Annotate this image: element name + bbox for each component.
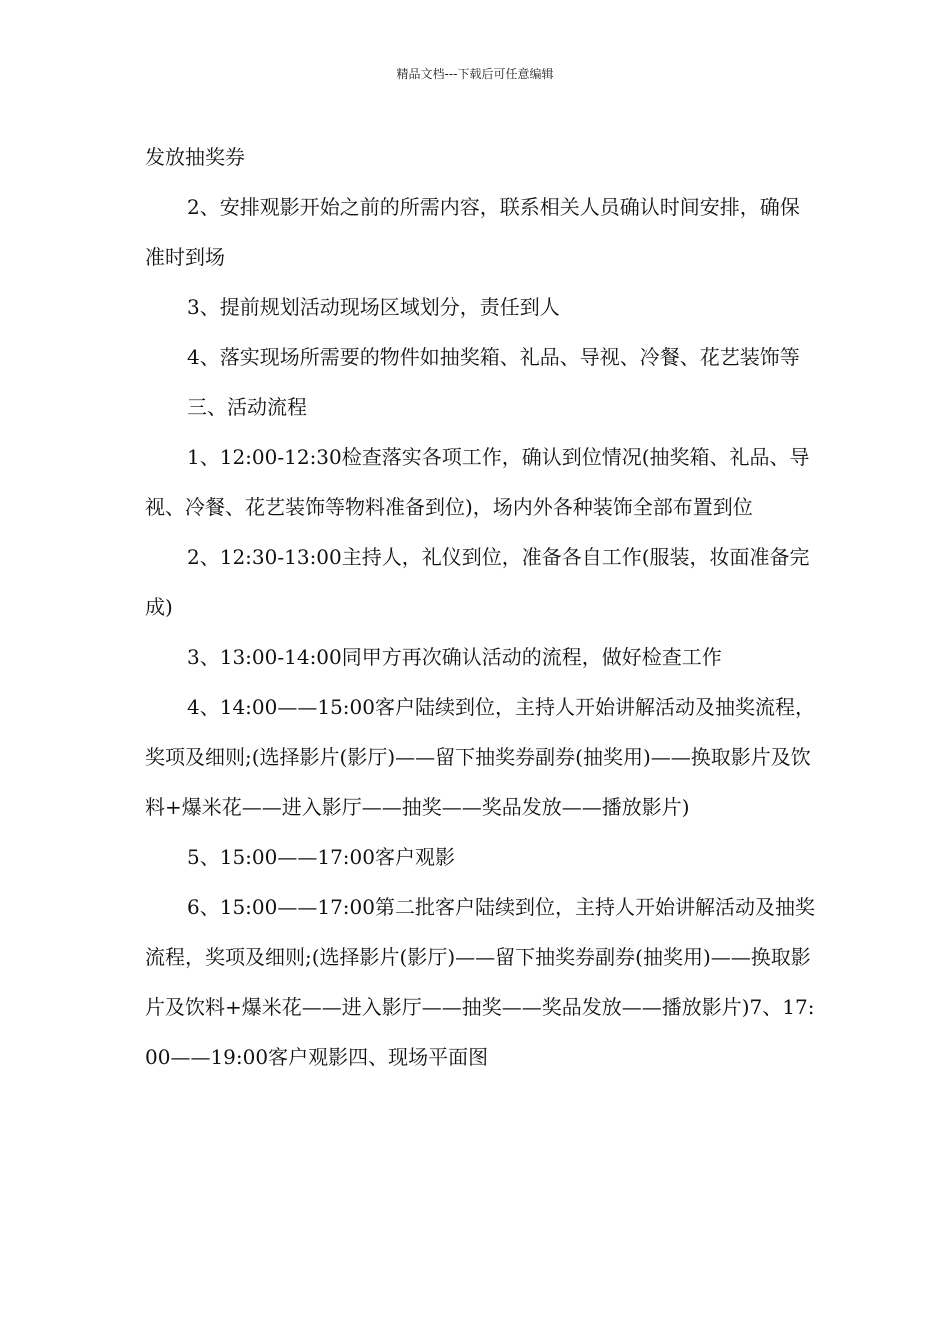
paragraph-2: 2、安排观影开始之前的所需内容，联系相关人员确认时间安排，确保准时到场 xyxy=(145,195,800,269)
paragraph-1: 发放抽奖券 xyxy=(145,145,245,169)
paragraph-8: 3、13:00-14:00同甲方再次确认活动的流程，做好检查工作 xyxy=(187,645,722,669)
paragraph-4: 4、落实现场所需要的物件如抽奖箱、礼品、导视、冷餐、花艺装饰等 xyxy=(187,345,800,369)
section-heading-activity-flow: 三、活动流程 xyxy=(187,395,307,419)
paragraph-9: 4、14:00——15:00客户陆续到位，主持人开始讲解活动及抽奖流程，奖项及细则;(选择影片(影厅)——留下抽奖券副券(抽奖用)——换取影片及饮料+爆米花——进入影厅——抽奖——奖品发放——播放影片) xyxy=(145,695,815,819)
paragraph-6: 1、12:00-12:30检查落实各项工作，确认到位情况(抽奖箱、礼品、导视、冷餐、花艺装饰等物料准备到位)，场内外各种装饰全部布置到位 xyxy=(145,445,810,519)
paragraph-11: 6、15:00——17:00第二批客户陆续到位，主持人开始讲解活动及抽奖流程，奖项及细则;(选择影片(影厅)——留下抽奖券副券(抽奖用)——换取影片及饮料+爆米花——进入影厅——抽奖——奖品发放——播放影片)7、17:00——19:00客户观影四、现场平面图 xyxy=(145,895,815,1069)
paragraph-10: 5、15:00——17:00客户观影 xyxy=(187,845,455,869)
page-header: 精品文档---下载后可任意编辑 xyxy=(396,67,554,81)
document-body xyxy=(145,132,815,1082)
paragraph-3: 3、提前规划活动现场区域划分，责任到人 xyxy=(187,295,560,319)
paragraph-7: 2、12:30-13:00主持人，礼仪到位，准备各自工作(服装，妆面准备完成) xyxy=(145,545,810,619)
